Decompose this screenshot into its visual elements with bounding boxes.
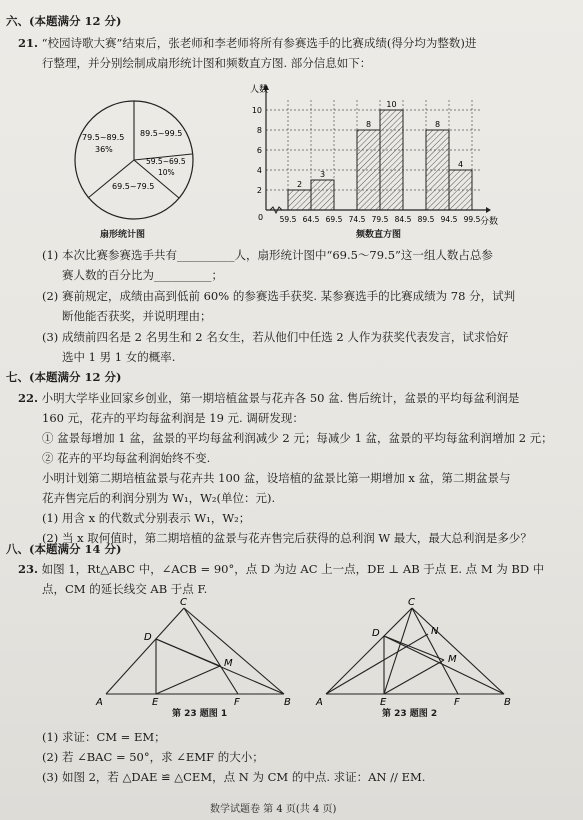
histogram-origin: 0	[258, 213, 264, 222]
histogram-x-arrow	[486, 207, 491, 213]
fig2-segment-bc	[412, 608, 504, 694]
histogram-ylabel: 人数	[250, 85, 269, 95]
q22-number: 22.	[18, 391, 39, 405]
q22-line6: 花卉售完后的利润分别为 W₁，W₂(单位：元).	[42, 491, 276, 505]
q23-text-1: 如图 1，Rt△ABC 中，∠ACB = 90°，点 D 为边 AC 上一点，DE ⊥ AB 于点 E. 点 M 为 BD 中	[41, 562, 545, 576]
histogram-bar-label-2: 8	[365, 120, 372, 129]
histogram-xtick-2: 69.5	[325, 215, 343, 224]
histogram-bar-3	[380, 110, 403, 210]
fig1-segment-em	[156, 666, 220, 694]
fig1-segment-cf	[184, 608, 238, 694]
pie-label-a: 79.5~89.5	[82, 133, 125, 142]
histogram-ytick-6: 6	[256, 146, 262, 155]
fig2-label-a: A	[316, 697, 323, 708]
q21-sub2-line2: 断他能否获奖，并说明理由；	[62, 309, 212, 323]
fig1-segment-ac	[106, 608, 184, 694]
histogram-xtick-8: 99.5	[463, 215, 481, 224]
histogram-ytick-2: 2	[256, 186, 262, 195]
q22-line4: ② 花卉的平均每盆利润始终不变.	[42, 451, 211, 465]
pie-label-d: 69.5~79.5	[112, 182, 155, 191]
fig1-label-c: C	[180, 597, 187, 608]
pie-chart	[60, 98, 210, 243]
fig2-segment-cf	[412, 608, 458, 694]
histogram-bar-4	[426, 130, 449, 210]
histogram-bar-label-3: 10	[386, 100, 397, 109]
histogram-xtick-0: 59.5	[279, 215, 297, 224]
histogram-bars	[288, 110, 472, 210]
q21-sub3-line2: 选中 1 男 1 女的概率.	[62, 350, 176, 364]
q23-number: 23.	[18, 562, 39, 576]
section-seven-heading: 七、(本题满分 12 分)	[6, 370, 122, 384]
q22-line2: 160 元，花卉的平均每盆利润是 19 元. 调研发现：	[42, 411, 304, 425]
q22-line1	[18, 391, 519, 406]
histogram-xtick-4: 79.5	[371, 215, 389, 224]
pie-label-b: 89.5~99.5	[140, 129, 183, 138]
q21-sub1-line1: (1) 本次比赛参赛选手共有__________人，扇形统计图中“69.5～79.5”这一组人数占总参	[42, 248, 493, 262]
figure-2	[312, 594, 517, 709]
fig1-segment-bc	[184, 608, 284, 694]
fig1-label-e: E	[152, 697, 159, 708]
pie-label-c-pct: 10%	[158, 168, 175, 177]
fig1-segment-dm	[156, 639, 220, 666]
pie-divider-lowleft	[88, 160, 134, 198]
q22-line3: ① 盆景每增加 1 盆，盆景的平均每盆利润减少 2 元；每减少 1 盆，盆景的平均每盆利润增加 2 元；	[42, 431, 553, 445]
section-eight-heading: 八、(本题满分 14 分)	[6, 542, 122, 556]
figure-2-caption: 第 23 题图 2	[382, 709, 438, 719]
histogram-ytick-4: 4	[256, 166, 262, 175]
fig1-label-d: D	[144, 632, 152, 643]
section-six-heading: 六、(本题满分 12 分)	[6, 14, 122, 28]
pie-caption: 扇形统计图	[100, 230, 146, 240]
histogram-caption: 频数直方图	[356, 230, 402, 240]
histogram-xtick-1: 64.5	[302, 215, 320, 224]
histogram-xtick-6: 89.5	[417, 215, 435, 224]
histogram-xtick-3: 74.5	[348, 215, 366, 224]
histogram-bar-2	[357, 130, 380, 210]
q21-stem-text-1: “校园诗歌大赛”结束后，张老师和李老师将所有参赛选手的比赛成绩(得分均为整数)进	[41, 36, 477, 50]
pie-label-a-pct: 36%	[95, 145, 113, 154]
fig1-label-a: A	[96, 697, 103, 708]
histogram-bar-1	[311, 180, 334, 210]
histogram-bar-label-4: 8	[434, 120, 441, 129]
fig1-label-m: M	[224, 658, 233, 669]
histogram-xtick-7: 94.5	[440, 215, 458, 224]
q22-line5: 小明计划第二期培植盆景与花卉共 100 盆，设培植的盆景比第一期增加 x 盆，第二期盆景与	[42, 471, 511, 485]
figure-1-caption: 第 23 题图 1	[172, 709, 228, 719]
q23-line1	[18, 562, 544, 577]
histogram-xlabel: 分数	[480, 217, 499, 227]
histogram-chart	[230, 78, 530, 243]
fig1-label-f: F	[234, 697, 240, 708]
page-footer: 数学试题卷 第 4 页(共 4 页)	[210, 804, 337, 815]
fig2-label-e: E	[380, 697, 387, 708]
q21-sub1-line2: 赛人数的百分比为__________；	[62, 268, 223, 282]
q21-stem-line2: 行整理，并分别绘制成扇形统计图和频数直方图. 部分信息如下：	[42, 56, 372, 70]
q21-number: 21.	[18, 36, 39, 50]
histogram-ytick-8: 8	[256, 126, 262, 135]
q21-sub3-line1: (3) 成绩前四名是 2 名男生和 2 名女生，若从他们中任选 2 人作为获奖代表发言，试求恰好	[42, 330, 509, 344]
q23-line2: 点，CM 的延长线交 AB 于点 F.	[42, 582, 208, 596]
histogram-ytick-10: 10	[251, 106, 262, 115]
histogram-bar-label-0: 2	[296, 180, 303, 189]
figure-1	[92, 594, 297, 709]
fig2-label-n: N	[431, 626, 439, 637]
q21-stem-line1	[18, 36, 476, 51]
fig2-segment-bd	[384, 636, 504, 694]
histogram-bar-0	[288, 190, 311, 210]
q23-sub1: (1) 求证：CM = EM；	[42, 730, 166, 744]
fig1-label-b: B	[284, 697, 291, 708]
fig2-label-b: B	[504, 697, 511, 708]
q22-text-1: 小明大学毕业回家乡创业，第一期培植盆景与花卉各 50 盆. 售后统计，盆景的平均每盆利润是	[41, 391, 520, 405]
q21-sub2-line1: (2) 赛前规定，成绩由高到低前 60% 的参赛选手获奖. 某参赛选手的比赛成绩为 78 分，试判	[42, 289, 516, 303]
histogram-xtick-5: 84.5	[394, 215, 412, 224]
fig2-label-c: C	[408, 597, 415, 608]
fig2-segment-dm	[384, 636, 444, 660]
fig2-label-d: D	[372, 628, 380, 639]
fig2-label-f: F	[454, 697, 460, 708]
q23-sub3: (3) 如图 2，若 △DAE ≌ △CEM，点 N 为 CM 的中点. 求证：AN // EM.	[42, 770, 426, 784]
q22-line7: (1) 用含 x 的代数式分别表示 W₁，W₂；	[42, 511, 251, 525]
fig2-label-m: M	[448, 654, 457, 665]
histogram-bar-5	[449, 170, 472, 210]
q23-sub2: (2) 若 ∠BAC = 50°，求 ∠EMF 的大小；	[42, 750, 264, 764]
pie-label-c: 59.5~69.5	[146, 157, 186, 166]
histogram-bar-label-5: 4	[457, 160, 464, 169]
q22-line8: (2) 当 x 取何值时，第二期培植的盆景与花卉售完后获得的总利润 W 最大，最大总利润是多少？	[42, 531, 532, 545]
histogram-bar-label-1: 3	[319, 170, 326, 179]
